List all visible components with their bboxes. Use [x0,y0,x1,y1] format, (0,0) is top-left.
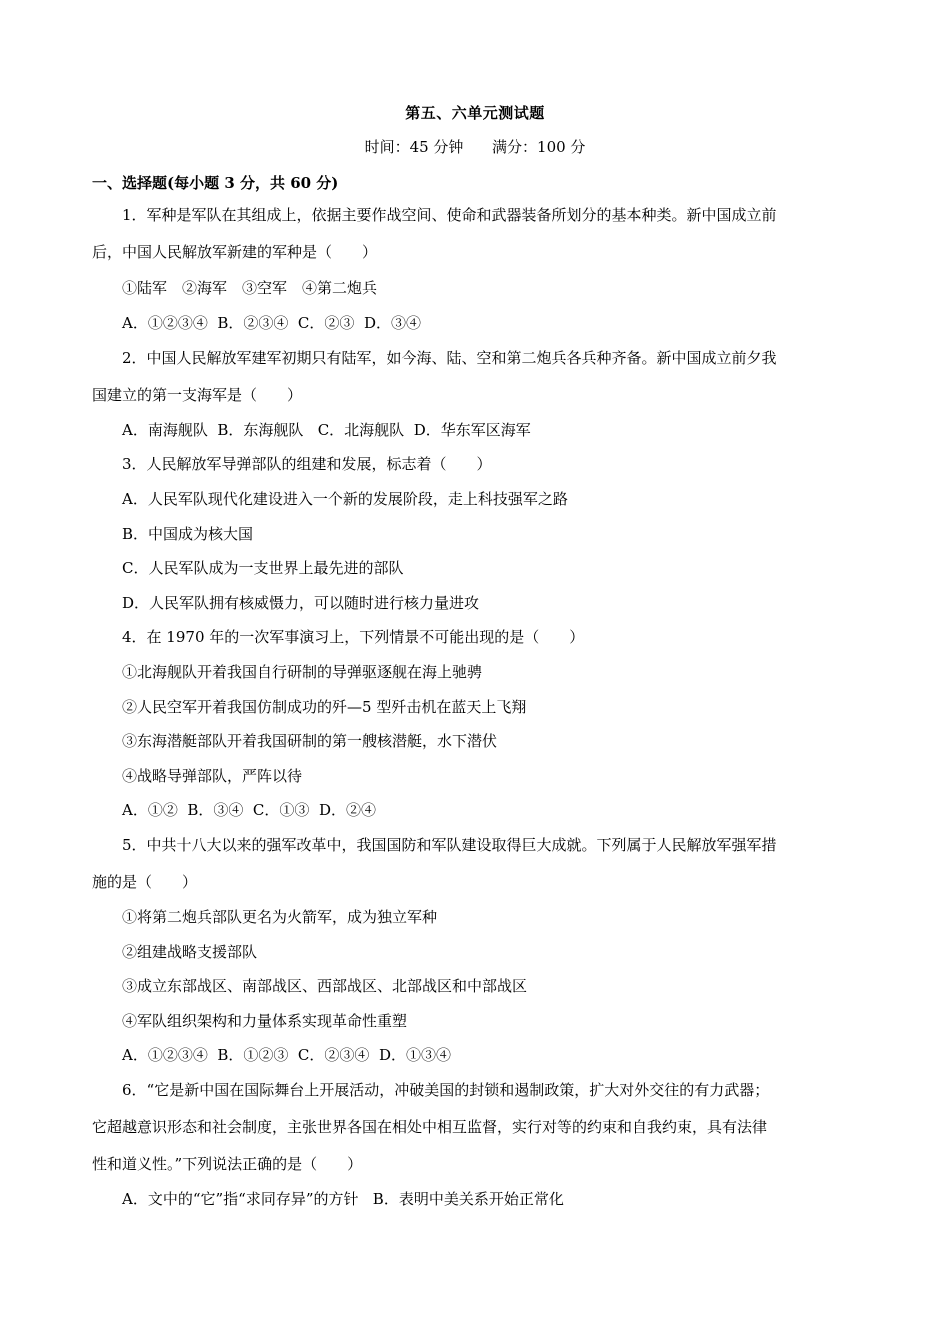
q2-stem-line2: 国建立的第一支海军是（ ） [92,386,303,404]
q4-item-1: ①北海舰队开着我国自行研制的导弹驱逐舰在海上驰骋 [122,663,483,681]
q2-options: A．南海舰队 B．东海舰队 C．北海舰队 D．华东军区海军 [122,421,531,439]
q3-option-a: A．人民军队现代化建设进入一个新的发展阶段，走上科技强军之路 [122,490,568,508]
q3-option-d: D．人民军队拥有核威慑力，可以随时进行核力量进攻 [122,594,480,612]
q6-stem-line1: 6．“它是新中国在国际舞台上开展活动，冲破美国的封锁和遏制政策，扩大对外交往的有力武器； [122,1081,770,1099]
q3-stem: 3．人民解放军导弹部队的组建和发展，标志着（ ） [122,455,492,473]
exam-meta: 时间：45 分钟 满分：100 分 [364,138,586,156]
q5-item-2: ②组建战略支援部队 [122,943,258,961]
q1-options: A．①②③④ B．②③④ C．②③ D．③④ [122,314,421,332]
q1-stem-line1: 1．军种是军队在其组成上，依据主要作战空间、使命和武器装备所划分的基本种类。新中国成立前 [122,206,777,224]
q6-stem-line3: 性和道义性。”下列说法正确的是（ ） [92,1155,363,1173]
q5-item-4: ④军队组织架构和力量体系实现革命性重塑 [122,1012,408,1030]
section-heading: 一、选择题(每小题 3 分，共 60 分) [92,174,339,192]
q5-stem-line2: 施的是（ ） [92,873,198,891]
q1-items: ①陆军 ②海军 ③空军 ④第二炮兵 [122,279,378,297]
q1-stem-line2: 后，中国人民解放军新建的军种是（ ） [92,243,378,261]
q5-item-3: ③成立东部战区、南部战区、西部战区、北部战区和中部战区 [122,977,528,995]
q3-option-b: B．中国成为核大国 [122,525,254,543]
q4-stem: 4．在 1970 年的一次军事演习上，下列情景不可能出现的是（ ） [122,628,585,646]
q3-option-c: C．人民军队成为一支世界上最先进的部队 [122,559,404,577]
q4-item-2: ②人民空军开着我国仿制成功的歼—5 型歼击机在蓝天上飞翔 [122,698,527,716]
q4-options: A．①② B．③④ C．①③ D．②④ [122,801,376,819]
q4-item-3: ③东海潜艇部队开着我国研制的第一艘核潜艇，水下潜伏 [122,732,498,750]
q6-options-ab: A．文中的“它”指“求同存异”的方针 B．表明中美关系开始正常化 [122,1190,564,1208]
q2-stem-line1: 2．中国人民解放军建军初期只有陆军，如今海、陆、空和第二炮兵各兵种齐备。新中国成立前夕我 [122,349,777,367]
q5-item-1: ①将第二炮兵部队更名为火箭军，成为独立军种 [122,908,438,926]
q5-options: A．①②③④ B．①②③ C．②③④ D．①③④ [122,1046,451,1064]
page-title: 第五、六单元测试题 [405,104,545,122]
q6-stem-line2: 它超越意识形态和社会制度，主张世界各国在相处中相互监督，实行对等的约束和自我约束，具有法律 [92,1118,768,1136]
q4-item-4: ④战略导弹部队，严阵以待 [122,767,303,785]
q5-stem-line1: 5．中共十八大以来的强军改革中，我国国防和军队建设取得巨大成就。下列属于人民解放军强军措 [122,836,777,854]
